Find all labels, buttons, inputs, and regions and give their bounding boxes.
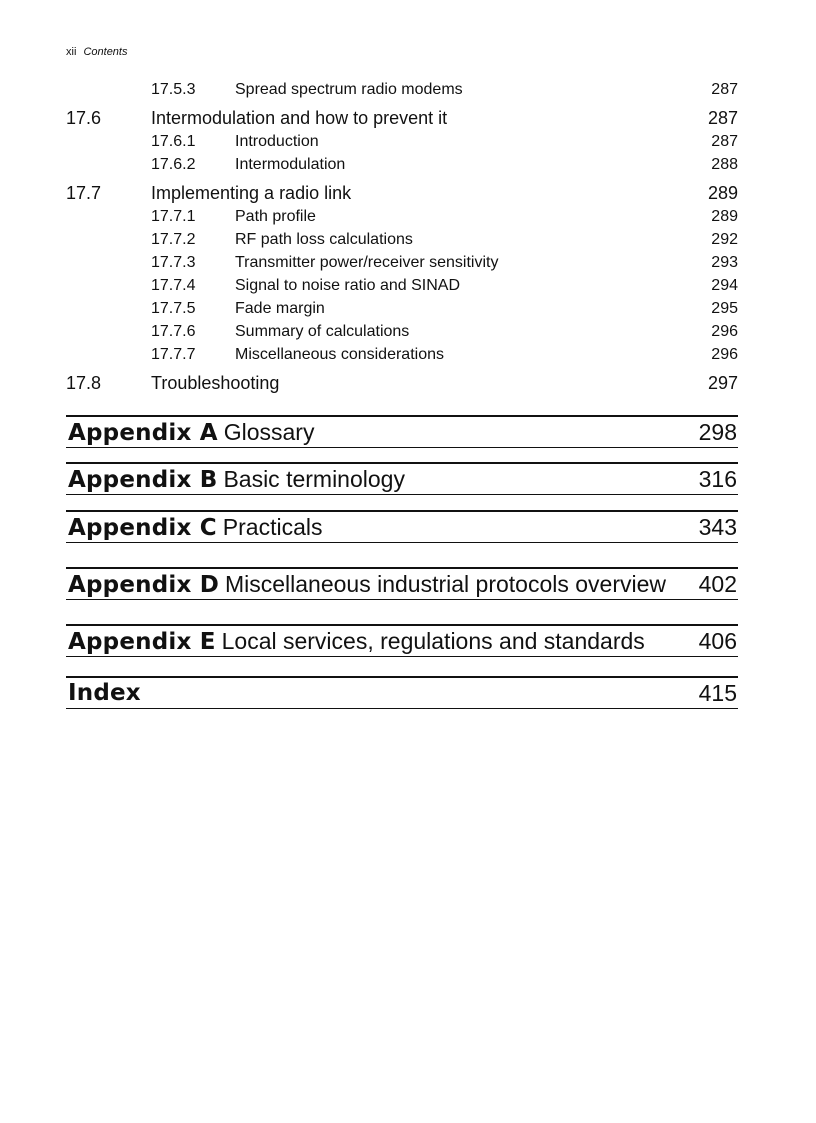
entry-page: 287 [711, 133, 738, 150]
entry-page: 287 [707, 108, 738, 128]
appendix-label: Appendix D [68, 572, 219, 598]
entry-title: RF path loss calculations [235, 231, 413, 248]
toc-entry[interactable] [66, 107, 738, 129]
entry-title: Miscellaneous considerations [235, 346, 444, 363]
entry-page: 295 [711, 300, 738, 317]
appendix-entry[interactable] [66, 415, 738, 448]
appendix-entry[interactable] [66, 510, 738, 543]
entry-title: Path profile [235, 208, 316, 225]
entry-number: 17.7 [66, 183, 102, 203]
toc-entry[interactable] [66, 182, 738, 204]
appendix-label: Appendix C [68, 515, 217, 541]
entry-number: 17.7.1 [151, 208, 196, 225]
entry-page: 289 [711, 208, 738, 225]
entry-number: 17.7.2 [151, 231, 196, 248]
entry-title: Troubleshooting [151, 373, 280, 393]
entry-title: Introduction [235, 133, 319, 150]
appendix-page: 406 [698, 628, 737, 654]
appendix-page: 402 [698, 571, 737, 597]
entry-number: 17.7.6 [151, 323, 196, 340]
entry-page: 297 [707, 373, 738, 393]
index-page: 415 [698, 680, 737, 706]
entry-title: Implementing a radio link [151, 183, 352, 203]
entry-page: 296 [711, 346, 738, 363]
toc-entry[interactable] [66, 275, 738, 297]
entry-title: Fade margin [235, 300, 325, 317]
entry-number: 17.7.7 [151, 346, 196, 363]
entry-number: 17.8 [66, 373, 102, 393]
entry-title: Spread spectrum radio modems [235, 81, 463, 98]
appendix-title: Glossary [223, 419, 315, 445]
appendix-page: 298 [698, 419, 737, 445]
entry-title: Intermodulation [235, 156, 346, 173]
running-head-label: Contents [83, 46, 128, 58]
appendix-page: 316 [698, 466, 737, 492]
entry-number: 17.6.2 [151, 156, 196, 173]
appendix-entry[interactable] [66, 624, 738, 657]
toc-entry[interactable] [66, 229, 738, 251]
appendix-title: Basic terminology [223, 466, 405, 492]
entry-page: 293 [711, 254, 738, 271]
appendix-label: Appendix E [68, 629, 216, 655]
appendix-label: Appendix B [68, 467, 218, 493]
entry-number: 17.6 [66, 108, 102, 128]
entry-number: 17.6.1 [151, 133, 196, 150]
toc-entry[interactable] [66, 79, 738, 101]
entry-number: 17.7.4 [151, 277, 196, 294]
entry-page: 287 [711, 81, 738, 98]
toc-entry[interactable] [66, 298, 738, 320]
entry-page: 289 [707, 183, 738, 203]
appendix-title: Practicals [222, 514, 323, 540]
running-head-page: xii [66, 46, 77, 58]
entry-title: Summary of calculations [235, 323, 410, 340]
appendix-title: Miscellaneous industrial protocols overview [224, 571, 667, 597]
entry-title: Signal to noise ratio and SINAD [235, 277, 461, 294]
toc-entry[interactable] [66, 154, 738, 176]
toc-entry[interactable] [66, 131, 738, 153]
entry-page: 294 [711, 277, 738, 294]
index-entry[interactable] [66, 676, 738, 709]
toc-entry[interactable] [66, 252, 738, 274]
entry-number: 17.5.3 [151, 81, 196, 98]
appendix-entry[interactable] [66, 567, 738, 600]
appendix-entry[interactable] [66, 462, 738, 495]
entry-page: 292 [711, 231, 738, 248]
toc-entry[interactable] [66, 206, 738, 228]
appendix-label: Appendix A [68, 420, 218, 446]
index-label: Index [68, 680, 141, 706]
entry-page: 288 [711, 156, 738, 173]
toc-entry[interactable] [66, 372, 738, 394]
appendix-page: 343 [698, 514, 737, 540]
appendix-title: Local services, regulations and standards [221, 628, 645, 654]
toc-entry[interactable] [66, 321, 738, 343]
entry-number: 17.7.5 [151, 300, 196, 317]
toc-entry[interactable] [66, 344, 738, 366]
entry-page: 296 [711, 323, 738, 340]
running-head [66, 46, 127, 58]
entry-title: Transmitter power/receiver sensitivity [235, 254, 499, 271]
entry-number: 17.7.3 [151, 254, 196, 271]
entry-title: Intermodulation and how to prevent it [151, 108, 448, 128]
